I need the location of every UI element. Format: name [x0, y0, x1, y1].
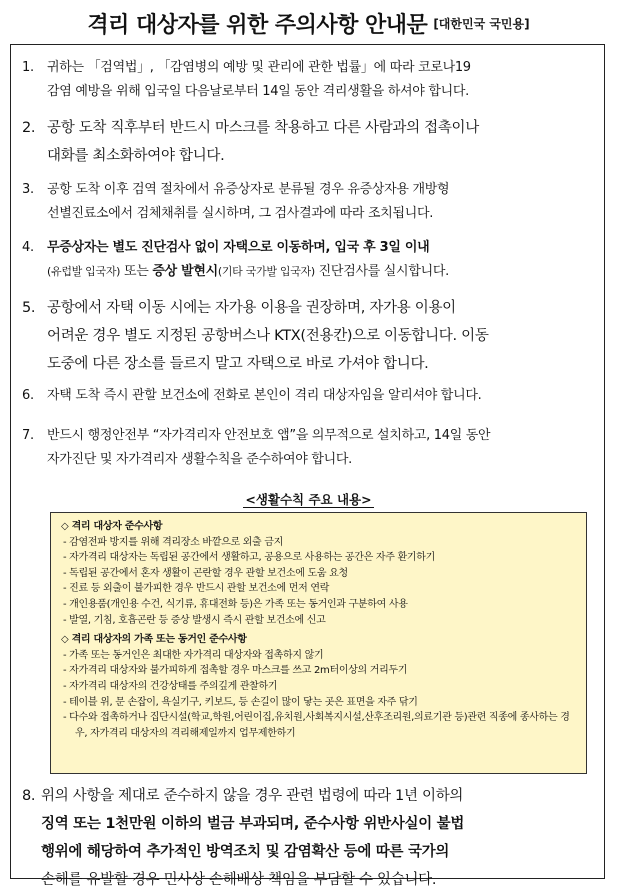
item-text: 어려운 경우 별도 지정된 공항버스나 KTX(전용칸)으로 이동합니다. 이동: [47, 328, 489, 344]
audience-tag: [대한민국 국민용]: [433, 16, 530, 31]
item-number: 4.: [22, 240, 34, 255]
item-text: 귀하는 「검역법」, 「감염병의 예방 및 관리에 관한 법률」에 따라 코로나19: [47, 60, 471, 75]
rules-line: - 발열, 기침, 호흡곤란 등 증상 발생시 즉시 관할 보건소에 신고: [63, 614, 326, 626]
page-title: 격리 대상자를 위한 주의사항 안내문: [87, 12, 428, 38]
item-text: 반드시 행정안전부 “자가격리자 안전보호 앱”을 의무적으로 설치하고, 14일 동안: [47, 428, 491, 443]
item-text: 징역 또는 1천만원 이하의 벌금 부과되며, 준수사항 위반사실이 불법: [41, 816, 465, 832]
item-text: 공항 도착 이후 검역 절차에서 유증상자로 분류될 경우 유증상자용 개방형: [47, 182, 450, 197]
rules-line: - 개인용품(개인용 수건, 식기류, 휴대전화 등)은 가족 또는 동거인과 구분하여 사용: [63, 598, 408, 610]
rules-section-title: ◇ 격리 대상자의 가족 또는 동거인 준수사항: [61, 634, 247, 646]
item-text: 행위에 해당하여 추가적인 방역조치 및 감염확산 등에 따른 국가의: [41, 844, 450, 860]
item-text: 진단검사를 실시합니다.: [314, 264, 449, 279]
notice-item-8: [22, 782, 590, 894]
rules-line: - 진료 등 외출이 불가피한 경우 반드시 관할 보건소에 먼저 연락: [63, 583, 330, 595]
rules-line: - 독립된 공간에서 혼자 생활이 곤란할 경우 관할 보건소에 도움 요청: [63, 567, 348, 579]
notice-item-7: [22, 424, 590, 472]
rules-line: - 감염전파 방지를 위해 격리장소 바깥으로 외출 금지: [63, 536, 284, 548]
item-text: 위의 사항을 제대로 준수하지 않을 경우 관련 법령에 따라 1년 이하의: [41, 788, 464, 804]
item-text: 공항에서 자택 이동 시에는 자가용 이용을 권장하며, 자가용 이용이: [47, 300, 456, 316]
notice-item-4: [22, 236, 590, 284]
rules-line: - 자가격리 대상자는 독립된 공간에서 생활하고, 공용으로 사용하는 공간은 자주 환기하기: [63, 552, 435, 564]
notice-item-1: [22, 56, 590, 104]
notice-item-5: [22, 294, 590, 378]
notice-item-2: [22, 114, 590, 170]
item-note: (유럽발 입국자): [47, 265, 121, 278]
rules-heading: <생활수칙 주요 내용>: [245, 492, 372, 507]
item-number: 8.: [22, 788, 36, 804]
item-text: 자택 도착 즉시 관할 보건소에 전화로 본인이 격리 대상자임을 알리셔야 합니다.: [47, 388, 482, 403]
item-text: 무증상자는 별도 진단검사 없이 자택으로 이동하며, 입국 후 3일 이내: [47, 240, 430, 255]
item-number: 5.: [22, 300, 36, 316]
rules-line: - 자가격리 대상자와 불가피하게 접촉할 경우 마스크를 쓰고 2m터이상의 거리두기: [63, 665, 408, 677]
item-number: 2.: [22, 120, 36, 136]
rules-line: - 테이블 위, 문 손잡이, 욕실기구, 키보드, 등 손길이 많이 닿는 곳은 표면을 자주 닦기: [63, 696, 418, 708]
item-number: 7.: [22, 428, 34, 443]
rules-box: [50, 512, 587, 774]
item-text: 공항 도착 직후부터 반드시 마스크를 착용하고 다른 사람과의 접촉이나: [47, 120, 479, 136]
item-text: 선별진료소에서 검체채취를 실시하며, 그 검사결과에 따라 조치됩니다.: [47, 206, 434, 221]
notice-item-3: [22, 178, 590, 226]
rules-line: - 가족 또는 동거인은 최대한 자가격리 대상자와 접촉하지 않기: [63, 649, 324, 661]
item-text: 도중에 다른 장소를 들르지 말고 자택으로 바로 가셔야 합니다.: [47, 356, 429, 372]
rules-section-title: ◇ 격리 대상자 준수사항: [61, 521, 163, 532]
item-text: 손해를 유발할 경우 민사상 손해배상 책임을 부담할 수 있습니다.: [41, 872, 437, 888]
item-number: 3.: [22, 182, 34, 197]
item-text: 또는: [120, 264, 153, 279]
item-note: (기타 국가발 입국자): [217, 265, 315, 278]
item-text: 대화를 최소화하여야 합니다.: [47, 148, 225, 164]
item-number: 6.: [22, 388, 34, 403]
rules-line: - 자가격리 대상자의 건강상태를 주의깊게 관찰하기: [63, 680, 278, 692]
notice-item-6: [22, 384, 590, 408]
item-number: 1.: [22, 60, 34, 75]
header: [0, 6, 617, 40]
item-text-emphasis: 증상 발현시: [152, 264, 218, 279]
item-text: 감염 예방을 위해 입국일 다음날로부터 14일 동안 격리생활을 하셔야 합니다.: [47, 84, 470, 99]
item-text: 자가진단 및 자가격리자 생활수칙을 준수하여야 합니다.: [47, 452, 352, 467]
rules-line: - 다수와 접촉하거나 집단시설(학교,학원,어린이집,유치원,사회복지시설,산후조리원,의료기관 등)관련 직종에 종사하는 경우, 자가격리 대상자의 격리해제일까지 업무제한하기: [63, 712, 570, 739]
